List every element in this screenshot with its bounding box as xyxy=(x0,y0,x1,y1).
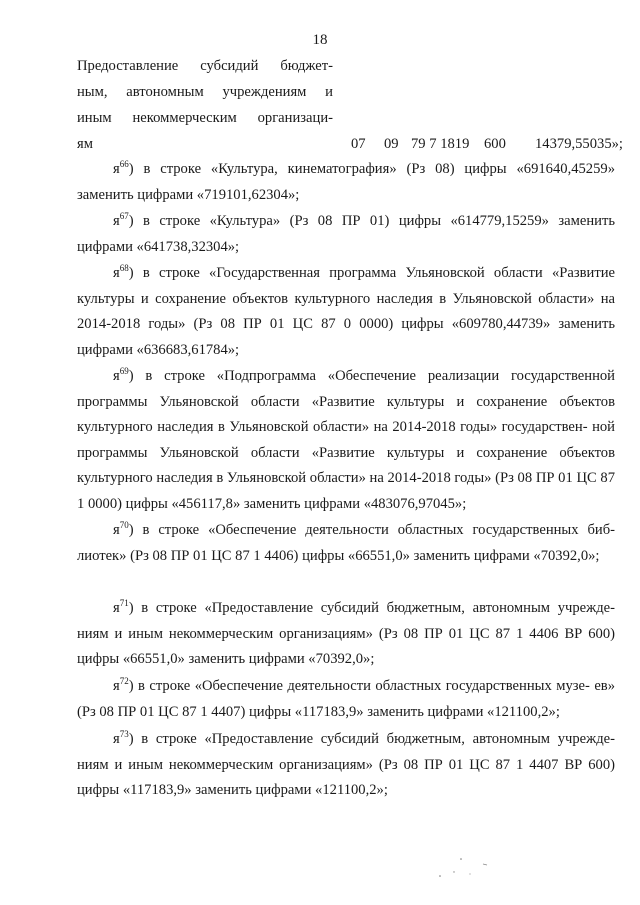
amendment-paragraph xyxy=(77,596,615,673)
rz-cell: 07 xyxy=(351,136,366,152)
item-letter: я xyxy=(113,161,120,177)
amendment-paragraph xyxy=(77,209,615,260)
row-label-line: ям xyxy=(77,136,93,152)
amendment-paragraph xyxy=(77,674,615,725)
paragraph-line: заменить цифрами «719101,62304»; xyxy=(77,186,300,203)
cs-cell: 79 7 1819 xyxy=(411,136,470,152)
paragraph-line: ) в строке «Государственная программа Ульяновской области «Развитие xyxy=(128,265,615,281)
amendment-paragraph xyxy=(77,364,615,517)
row-label-line: ным, автономным учреждениям и xyxy=(77,84,333,100)
item-number: 67 xyxy=(119,211,129,221)
amendment-paragraph xyxy=(77,518,615,569)
amendment-paragraph xyxy=(77,727,615,804)
amendment-paragraph xyxy=(77,157,615,208)
paragraph-line: лиотек» (Рз 08 ПР 01 ЦС 87 1 4406) цифры «66551,0» заменить цифрами xyxy=(77,547,530,564)
paragraph-line: программы Ульяновской области «Развитие культуры и сохранение объектов xyxy=(77,393,615,410)
page-number: 18 xyxy=(312,32,328,48)
paragraph-line: цифрами «636683,61784»; xyxy=(77,341,240,358)
row-label-line: Предоставление субсидий бюджет- xyxy=(77,58,333,74)
paragraph-line: ) в строке «Предоставление субсидий бюджетным, автономным учрежде- xyxy=(128,600,615,616)
paragraph-line: ной программы Ульяновской области «Развитие культуры и сохранение объектов xyxy=(77,419,615,461)
item-letter: я xyxy=(113,678,120,694)
paragraph-line: ) в строке «Обеспечение деятельности областных государственных музе- xyxy=(128,678,590,694)
paragraph-line: ) в строке «Культура, кинематография» (Рз 08) цифры «691640,45259» xyxy=(128,161,615,177)
pr-cell: 09 xyxy=(384,136,399,152)
paragraph-line: ниям и иным некоммерческим организациям» (Рз 08 ПР 01 ЦС 87 1 4407 xyxy=(77,756,559,773)
item-number: 70 xyxy=(119,520,129,530)
item-letter: я xyxy=(113,213,120,229)
paragraph-line: ВР 600) цифры «66551,0» заменить цифрами «70392,0»; xyxy=(77,625,615,667)
scan-specks-decoration xyxy=(432,848,502,888)
paragraph-line: ниям и иным некоммерческим организациям» (Рз 08 ПР 01 ЦС 87 1 4406 xyxy=(77,625,559,642)
item-number: 68 xyxy=(119,263,129,273)
paragraph-line: «70392,0»; xyxy=(533,547,600,564)
amendment-paragraph xyxy=(77,261,615,363)
item-letter: я xyxy=(113,368,120,384)
paragraph-line: ) в строке «Подпрограмма «Обеспечение реализации государственной xyxy=(128,368,615,384)
item-number: 66 xyxy=(119,159,129,169)
amount-cell: 14379,55035»; xyxy=(535,136,623,152)
paragraph-line: культуры и сохранение объектов культурного наследия в Ульяновской области» xyxy=(77,290,595,307)
paragraph-line: культурного наследия в Ульяновской области» на 2014-2018 годы» государствен- xyxy=(77,419,588,435)
item-number: 72 xyxy=(119,676,129,686)
paragraph-line: ев» (Рз 08 ПР 01 ЦС 87 1 4407) цифры «117183,9» заменить цифрами «121100,2»; xyxy=(77,678,615,720)
item-letter: я xyxy=(113,522,120,538)
row-label-line: иным некоммерческим организаци- xyxy=(77,110,333,126)
paragraph-line: культурного наследия в Ульяновской области» на 2014-2018 годы» (Рз 08 ПР 01 xyxy=(77,470,573,486)
paragraph-line: на 2014-2018 годы» (Рз 08 ПР 01 ЦС 87 0 0000) цифры «609780,44739» заменить xyxy=(77,290,615,332)
paragraph-line: ВР 600) цифры «117183,9» заменить цифрами «121100,2»; xyxy=(77,756,615,798)
paragraph-line: ) в строке «Культура» (Рз 08 ПР 01) цифры «614779,15259» заменить xyxy=(128,213,615,229)
item-letter: я xyxy=(113,265,120,281)
paragraph-line: ЦС 87 1 0000) цифры «456117,8» заменить цифрами «483076,97045»; xyxy=(77,470,615,512)
item-number: 69 xyxy=(119,366,129,376)
item-letter: я xyxy=(113,600,120,616)
item-letter: я xyxy=(113,731,120,747)
paragraph-line: ) в строке «Обеспечение деятельности областных государственных биб- xyxy=(128,522,615,538)
paragraph-line: ) в строке «Предоставление субсидий бюджетным, автономным учрежде- xyxy=(128,731,615,747)
paragraph-line: цифрами «641738,32304»; xyxy=(77,238,240,255)
vr-cell: 600 xyxy=(484,136,506,152)
item-number: 73 xyxy=(119,729,129,739)
item-number: 71 xyxy=(119,598,129,608)
